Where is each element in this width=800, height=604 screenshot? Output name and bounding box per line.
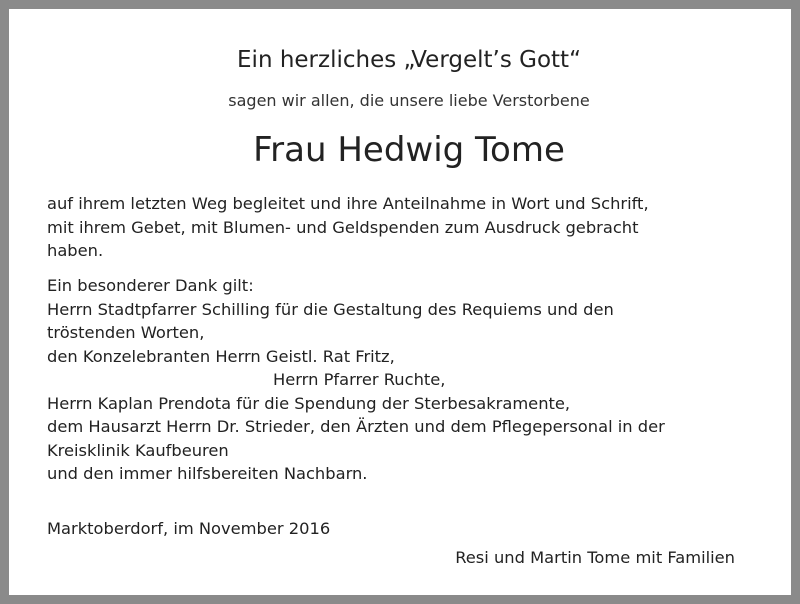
- text-line: dem Hausarzt Herrn Dr. Strieder, den Ärzten und dem Pflegepersonal in der: [47, 417, 665, 436]
- deceased-name: Frau Hedwig Tome: [253, 130, 565, 170]
- text-line: Herrn Stadtpfarrer Schilling für die Gestaltung des Requiems und den: [47, 299, 614, 319]
- text-line: Herrn Kaplan Prendota für die Spendung der Sterbesakramente,: [47, 393, 571, 413]
- signature: Resi und Martin Tome mit Familien: [455, 548, 735, 567]
- special-thanks-paragraph: [47, 274, 787, 486]
- text-line: mit ihrem Gebet, mit Blumen- und Geldspenden zum Ausdruck gebracht: [47, 217, 639, 237]
- thanks-paragraph: [47, 192, 787, 263]
- text-line: und den immer hilfsbereiten Nachbarn.: [47, 464, 368, 483]
- place-date: Marktoberdorf, im November 2016: [47, 519, 331, 538]
- text-line: tröstenden Worten,: [47, 323, 205, 342]
- text-line: den Konzelebranten Herrn Geistl. Rat Fritz,: [47, 346, 395, 366]
- text-line: auf ihrem letzten Weg begleitet und ihre Anteilnahme in Wort und Schrift,: [47, 194, 649, 213]
- text-line: Ein besonderer Dank gilt:: [47, 276, 254, 295]
- notice-subheading: sagen wir allen, die unsere liebe Verstorbene: [228, 91, 590, 110]
- text-line: Kreisklinik Kaufbeuren: [47, 440, 229, 460]
- text-line: Herrn Pfarrer Ruchte,: [273, 370, 446, 389]
- notice-heading: Ein herzliches „Vergelt’s Gott“: [237, 47, 581, 73]
- text-line: haben.: [47, 241, 104, 260]
